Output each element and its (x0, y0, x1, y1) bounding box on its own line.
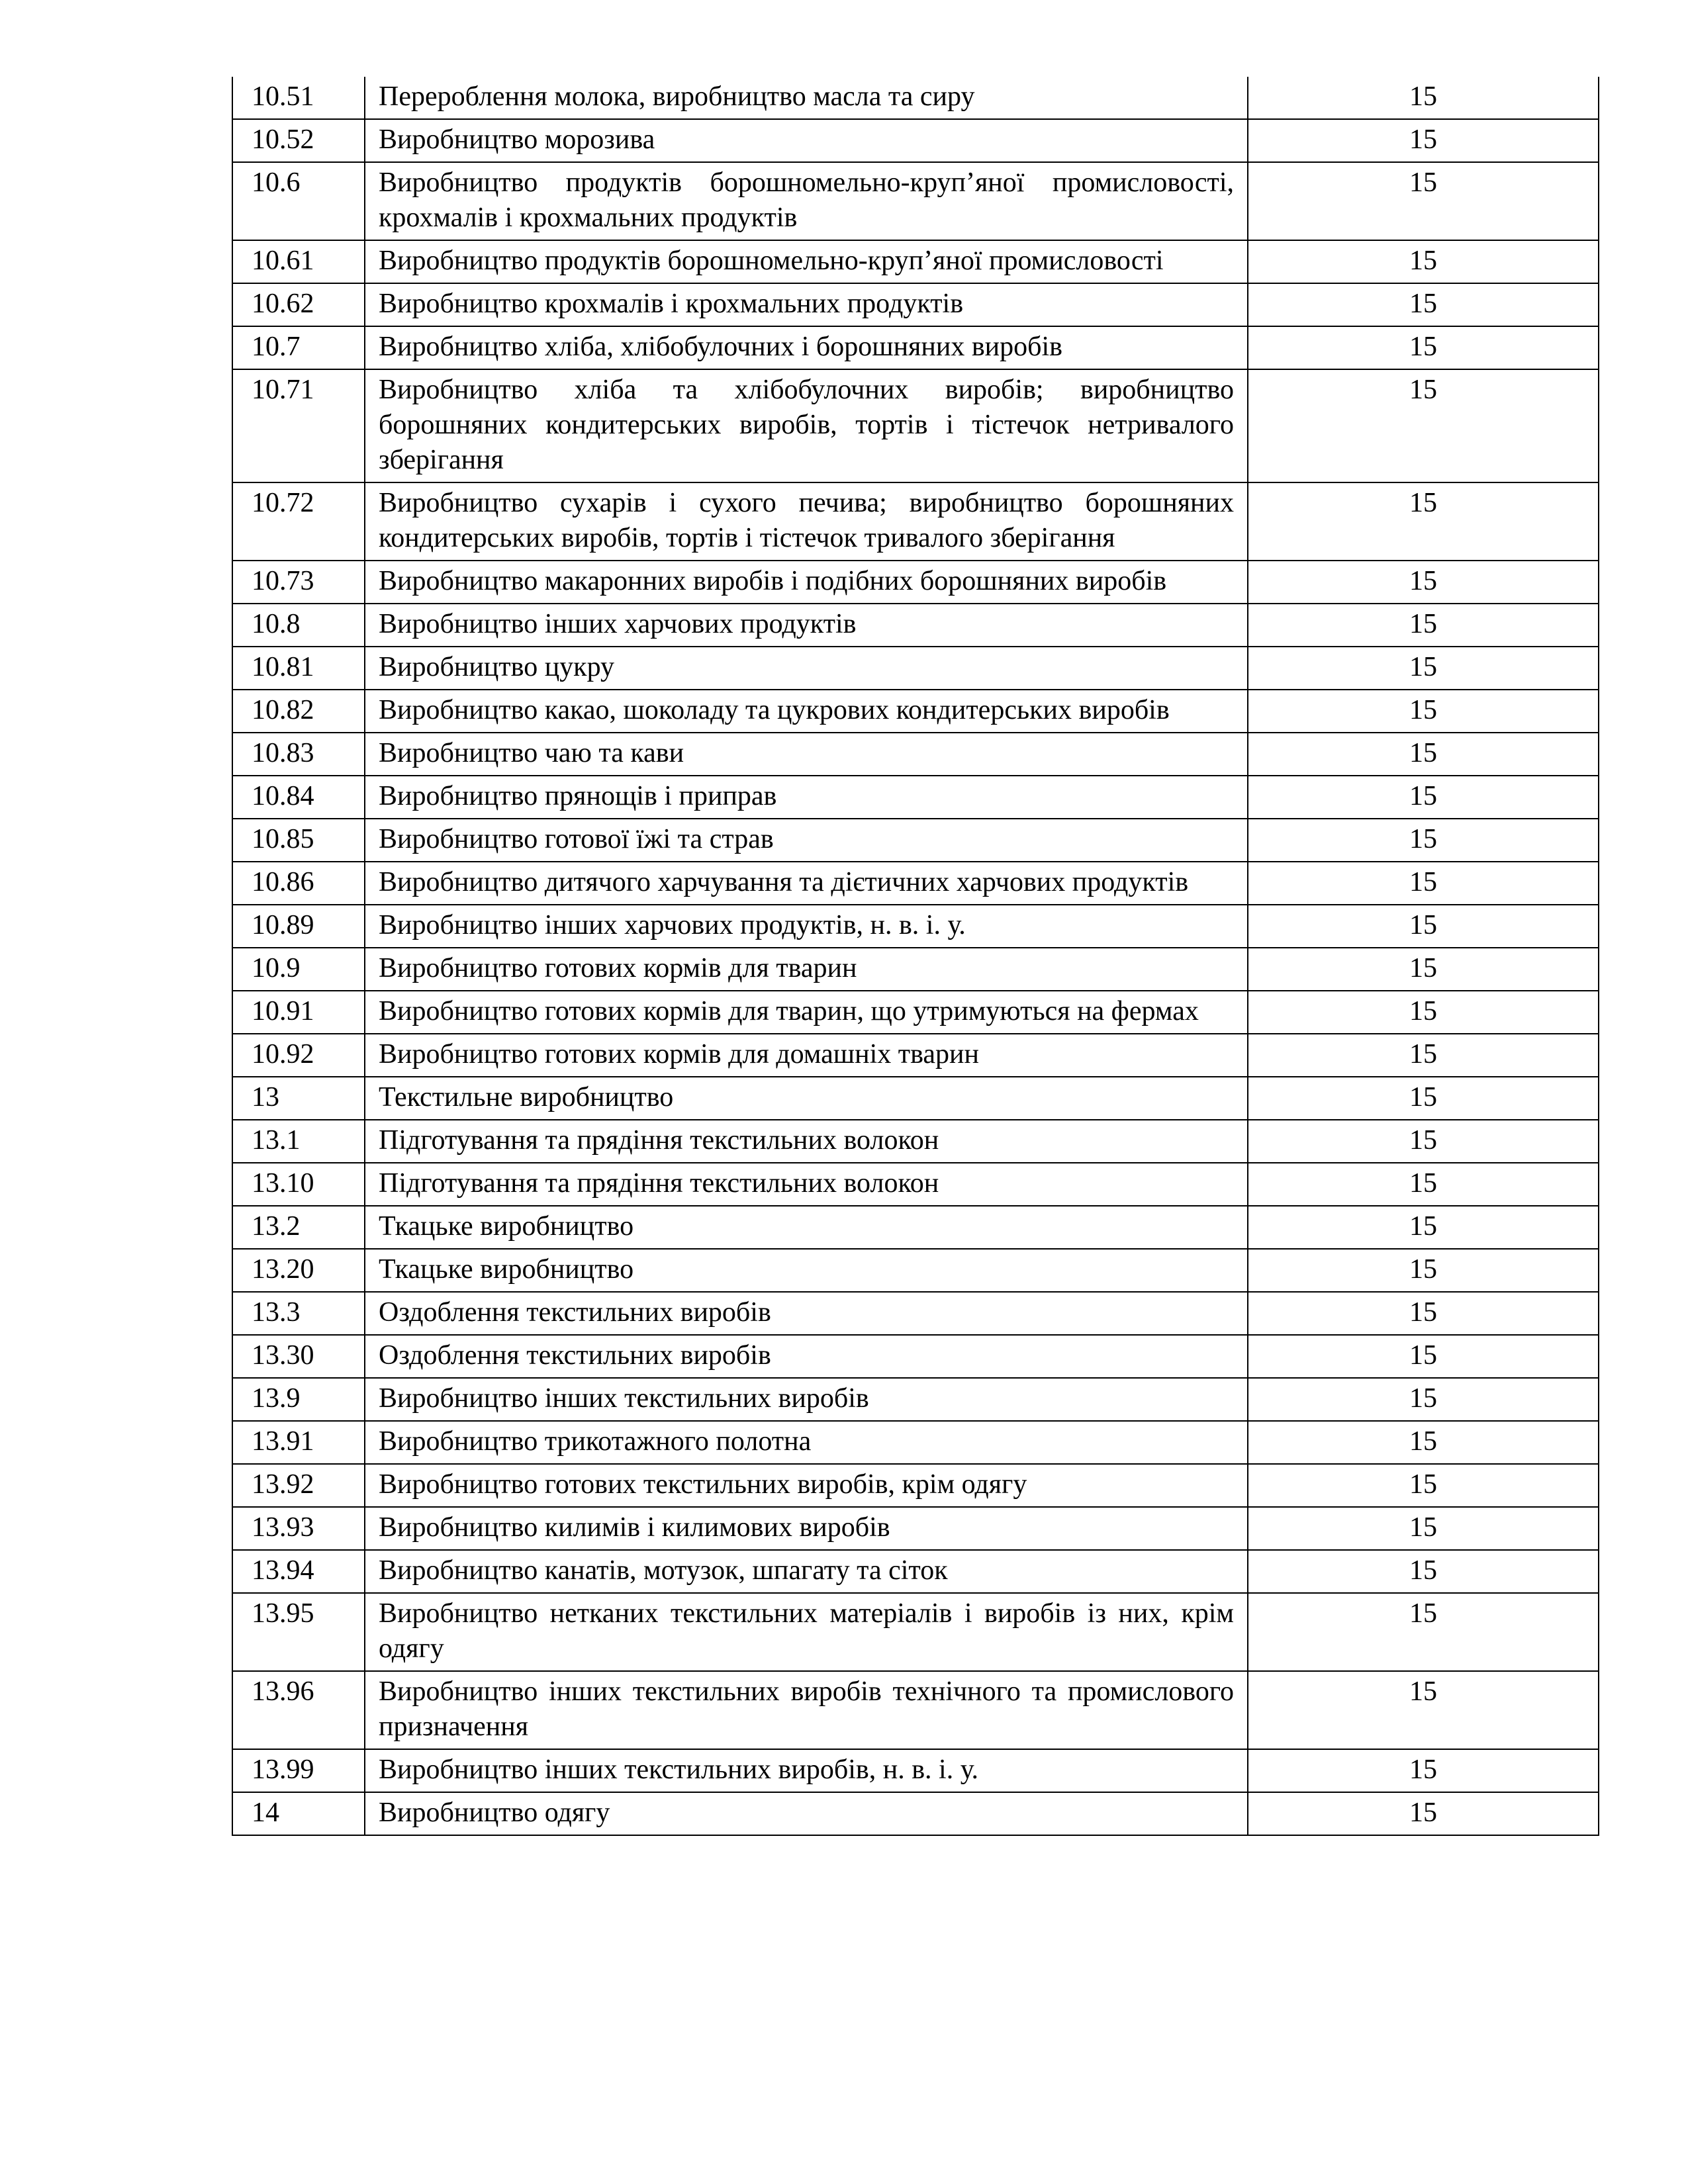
table-row (232, 1464, 1599, 1507)
activity-name-cell: Виробництво канатів, мотузок, шпагату та сіток (365, 1550, 1248, 1593)
activity-code-cell: 13.91 (232, 1421, 365, 1464)
table-row (232, 604, 1599, 647)
rate-value-cell: 15 (1248, 1792, 1599, 1835)
activity-code-cell: 10.86 (232, 862, 365, 905)
activity-name-cell: Виробництво килимів і килимових виробів (365, 1507, 1248, 1550)
activity-name-cell: Виробництво нетканих текстильних матеріалів і виробів із них, крім одягу (365, 1593, 1248, 1671)
activity-code-cell: 14 (232, 1792, 365, 1835)
rate-value-cell: 15 (1248, 1593, 1599, 1671)
table-row (232, 162, 1599, 240)
activity-name-cell: Виробництво морозива (365, 119, 1248, 162)
activity-code-cell: 10.81 (232, 647, 365, 690)
table-row (232, 1593, 1599, 1671)
activity-code-cell: 10.84 (232, 776, 365, 819)
activity-name-cell: Перероблення молока, виробництво масла та сиру (365, 77, 1248, 119)
rate-value-cell: 15 (1248, 119, 1599, 162)
activity-code-cell: 10.52 (232, 119, 365, 162)
rate-value-cell: 15 (1248, 1671, 1599, 1749)
activity-code-cell: 13.95 (232, 1593, 365, 1671)
table-row (232, 482, 1599, 561)
table-body (232, 77, 1599, 1835)
table-row (232, 283, 1599, 326)
table-row (232, 326, 1599, 369)
table-row (232, 819, 1599, 862)
table-row (232, 905, 1599, 948)
activity-name-cell: Виробництво дитячого харчування та дієтичних харчових продуктів (365, 862, 1248, 905)
activity-code-cell: 10.62 (232, 283, 365, 326)
rate-value-cell: 15 (1248, 326, 1599, 369)
activity-code-cell: 13.2 (232, 1206, 365, 1249)
activity-code-cell: 13.3 (232, 1292, 365, 1335)
activity-name-cell: Виробництво готових кормів для тварин (365, 948, 1248, 991)
activity-name-cell: Оздоблення текстильних виробів (365, 1292, 1248, 1335)
activity-code-cell: 10.91 (232, 991, 365, 1034)
activity-name-cell: Виробництво цукру (365, 647, 1248, 690)
table-row (232, 1792, 1599, 1835)
activity-code-cell: 10.8 (232, 604, 365, 647)
activity-code-cell: 13.93 (232, 1507, 365, 1550)
table-row (232, 561, 1599, 604)
rate-value-cell: 15 (1248, 1206, 1599, 1249)
activity-code-cell: 10.72 (232, 482, 365, 561)
table-row (232, 1671, 1599, 1749)
rate-value-cell: 15 (1248, 604, 1599, 647)
activity-name-cell: Виробництво сухарів і сухого печива; виробництво борошняних кондитерських виробів, тортів і тістечок тривалого зберігання (365, 482, 1248, 561)
rate-value-cell: 15 (1248, 733, 1599, 776)
rate-value-cell: 15 (1248, 1749, 1599, 1792)
activity-code-cell: 13.20 (232, 1249, 365, 1292)
rate-value-cell: 15 (1248, 1335, 1599, 1378)
activity-code-cell: 13.30 (232, 1335, 365, 1378)
rate-value-cell: 15 (1248, 369, 1599, 482)
rate-value-cell: 15 (1248, 1378, 1599, 1421)
activity-code-cell: 10.7 (232, 326, 365, 369)
activity-name-cell: Виробництво інших текстильних виробів, н. в. і. у. (365, 1749, 1248, 1792)
rate-value-cell: 15 (1248, 1034, 1599, 1077)
activity-code-cell: 13 (232, 1077, 365, 1120)
activity-name-cell: Оздоблення текстильних виробів (365, 1335, 1248, 1378)
table-row (232, 690, 1599, 733)
activity-code-cell: 10.85 (232, 819, 365, 862)
rate-value-cell: 15 (1248, 991, 1599, 1034)
table-row (232, 1421, 1599, 1464)
rate-value-cell: 15 (1248, 1421, 1599, 1464)
activity-code-cell: 10.89 (232, 905, 365, 948)
activity-name-cell: Виробництво інших харчових продуктів (365, 604, 1248, 647)
activity-code-cell: 13.9 (232, 1378, 365, 1421)
activity-name-cell: Виробництво одягу (365, 1792, 1248, 1835)
activity-code-cell: 10.9 (232, 948, 365, 991)
rate-value-cell: 15 (1248, 77, 1599, 119)
activity-name-cell: Ткацьке виробництво (365, 1206, 1248, 1249)
activity-name-cell: Ткацьке виробництво (365, 1249, 1248, 1292)
rate-value-cell: 15 (1248, 776, 1599, 819)
rate-value-cell: 15 (1248, 561, 1599, 604)
table-row (232, 1120, 1599, 1163)
activity-name-cell: Виробництво какао, шоколаду та цукрових кондитерських виробів (365, 690, 1248, 733)
activity-name-cell: Виробництво хліба та хлібобулочних виробів; виробництво борошняних кондитерських виробів, тортів і тістечок нетривалого зберігання (365, 369, 1248, 482)
activity-code-cell: 10.6 (232, 162, 365, 240)
table-row (232, 77, 1599, 119)
table-row (232, 1206, 1599, 1249)
activity-name-cell: Виробництво крохмалів і крохмальних продуктів (365, 283, 1248, 326)
activity-code-cell: 10.82 (232, 690, 365, 733)
table-row (232, 1249, 1599, 1292)
table-row (232, 1507, 1599, 1550)
rate-value-cell: 15 (1248, 905, 1599, 948)
rate-value-cell: 15 (1248, 482, 1599, 561)
rate-value-cell: 15 (1248, 690, 1599, 733)
activity-name-cell: Виробництво трикотажного полотна (365, 1421, 1248, 1464)
rate-value-cell: 15 (1248, 1507, 1599, 1550)
table-row (232, 369, 1599, 482)
activity-name-cell: Виробництво макаронних виробів і подібних борошняних виробів (365, 561, 1248, 604)
table-row (232, 862, 1599, 905)
rate-value-cell: 15 (1248, 1249, 1599, 1292)
rate-value-cell: 15 (1248, 1292, 1599, 1335)
activity-code-cell: 10.83 (232, 733, 365, 776)
rate-value-cell: 15 (1248, 819, 1599, 862)
table-row (232, 733, 1599, 776)
activity-name-cell: Виробництво продуктів борошномельно-круп’яної промисловості (365, 240, 1248, 283)
activity-name-cell: Виробництво продуктів борошномельно-круп’яної промисловості, крохмалів і крохмальних продуктів (365, 162, 1248, 240)
activity-code-cell: 13.10 (232, 1163, 365, 1206)
activity-code-cell: 10.92 (232, 1034, 365, 1077)
rate-value-cell: 15 (1248, 647, 1599, 690)
table-row (232, 1749, 1599, 1792)
table-row (232, 991, 1599, 1034)
table-row (232, 1550, 1599, 1593)
activity-name-cell: Виробництво готових текстильних виробів, крім одягу (365, 1464, 1248, 1507)
activity-code-cell: 10.61 (232, 240, 365, 283)
table-row (232, 1163, 1599, 1206)
activity-name-cell: Виробництво прянощів і приправ (365, 776, 1248, 819)
activity-code-cell: 10.71 (232, 369, 365, 482)
activity-code-cell: 10.73 (232, 561, 365, 604)
activity-name-cell: Виробництво інших текстильних виробів (365, 1378, 1248, 1421)
rate-value-cell: 15 (1248, 1120, 1599, 1163)
table-row (232, 240, 1599, 283)
activity-code-cell: 13.99 (232, 1749, 365, 1792)
rate-value-cell: 15 (1248, 948, 1599, 991)
rate-value-cell: 15 (1248, 283, 1599, 326)
table-row (232, 647, 1599, 690)
activity-name-cell: Виробництво хліба, хлібобулочних і борошняних виробів (365, 326, 1248, 369)
table-row (232, 1335, 1599, 1378)
activity-code-cell: 13.1 (232, 1120, 365, 1163)
table-row (232, 776, 1599, 819)
activity-name-cell: Виробництво чаю та кави (365, 733, 1248, 776)
rate-value-cell: 15 (1248, 862, 1599, 905)
table-row (232, 1077, 1599, 1120)
table-row (232, 1292, 1599, 1335)
activity-codes-table (232, 77, 1599, 1836)
activity-code-cell: 10.51 (232, 77, 365, 119)
activity-name-cell: Виробництво готової їжі та страв (365, 819, 1248, 862)
rate-value-cell: 15 (1248, 240, 1599, 283)
table-row (232, 1034, 1599, 1077)
rate-value-cell: 15 (1248, 1464, 1599, 1507)
table-row (232, 1378, 1599, 1421)
activity-name-cell: Виробництво інших текстильних виробів технічного та промислового призначення (365, 1671, 1248, 1749)
activity-code-cell: 13.96 (232, 1671, 365, 1749)
rate-value-cell: 15 (1248, 1163, 1599, 1206)
activity-code-cell: 13.92 (232, 1464, 365, 1507)
activity-name-cell: Підготування та прядіння текстильних волокон (365, 1163, 1248, 1206)
activity-code-cell: 13.94 (232, 1550, 365, 1593)
table-row (232, 119, 1599, 162)
rate-value-cell: 15 (1248, 1077, 1599, 1120)
activity-name-cell: Текстильне виробництво (365, 1077, 1248, 1120)
activity-name-cell: Виробництво готових кормів для домашніх тварин (365, 1034, 1248, 1077)
activity-name-cell: Підготування та прядіння текстильних волокон (365, 1120, 1248, 1163)
activity-name-cell: Виробництво інших харчових продуктів, н. в. і. у. (365, 905, 1248, 948)
table-row (232, 948, 1599, 991)
activity-name-cell: Виробництво готових кормів для тварин, що утримуються на фермах (365, 991, 1248, 1034)
rate-value-cell: 15 (1248, 1550, 1599, 1593)
rate-value-cell: 15 (1248, 162, 1599, 240)
